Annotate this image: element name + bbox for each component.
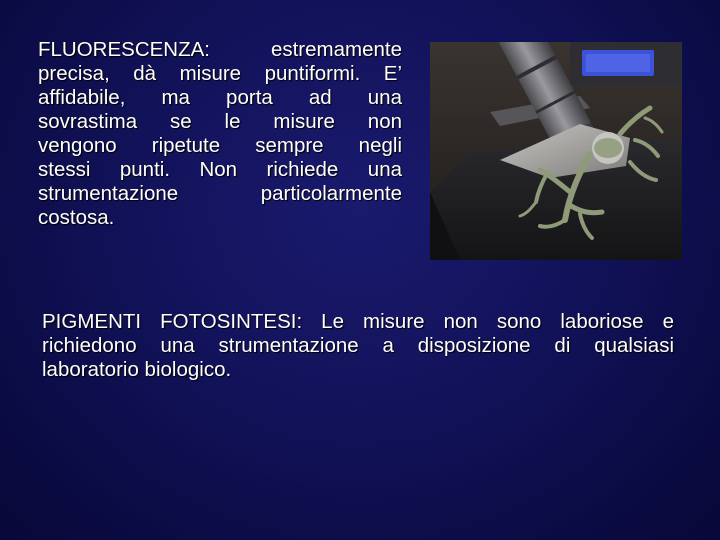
pigments-line: PIGMENTI FOTOSINTESI: Le misure non sono laboriose e: [42, 310, 674, 333]
fluorescence-line: FLUORESCENZA: estremamente: [38, 38, 402, 61]
fluorescence-line: affidabile, ma porta ad una: [38, 86, 402, 109]
fluorescence-line: stessi punti. Non richiede una: [38, 158, 402, 181]
pigments-line: laboratorio biologico.: [42, 358, 232, 381]
pigments-paragraph: [42, 310, 674, 382]
fluorometer-illustration: [430, 42, 682, 260]
fluorescence-line: vengono ripetute sempre negli: [38, 134, 402, 157]
fluorescence-line: costosa.: [38, 206, 115, 229]
fluorescence-line: sovrastima se le misure non: [38, 110, 402, 133]
pigments-line: richiedono una strumentazione a disposizione di qualsiasi: [42, 334, 674, 357]
fluorescence-line: precisa, dà misure puntiformi. E’: [38, 62, 402, 85]
fluorescence-line: strumentazione particolarmente: [38, 182, 402, 205]
fluorometer-photo: [430, 42, 682, 260]
fluorescence-paragraph: [38, 38, 402, 230]
